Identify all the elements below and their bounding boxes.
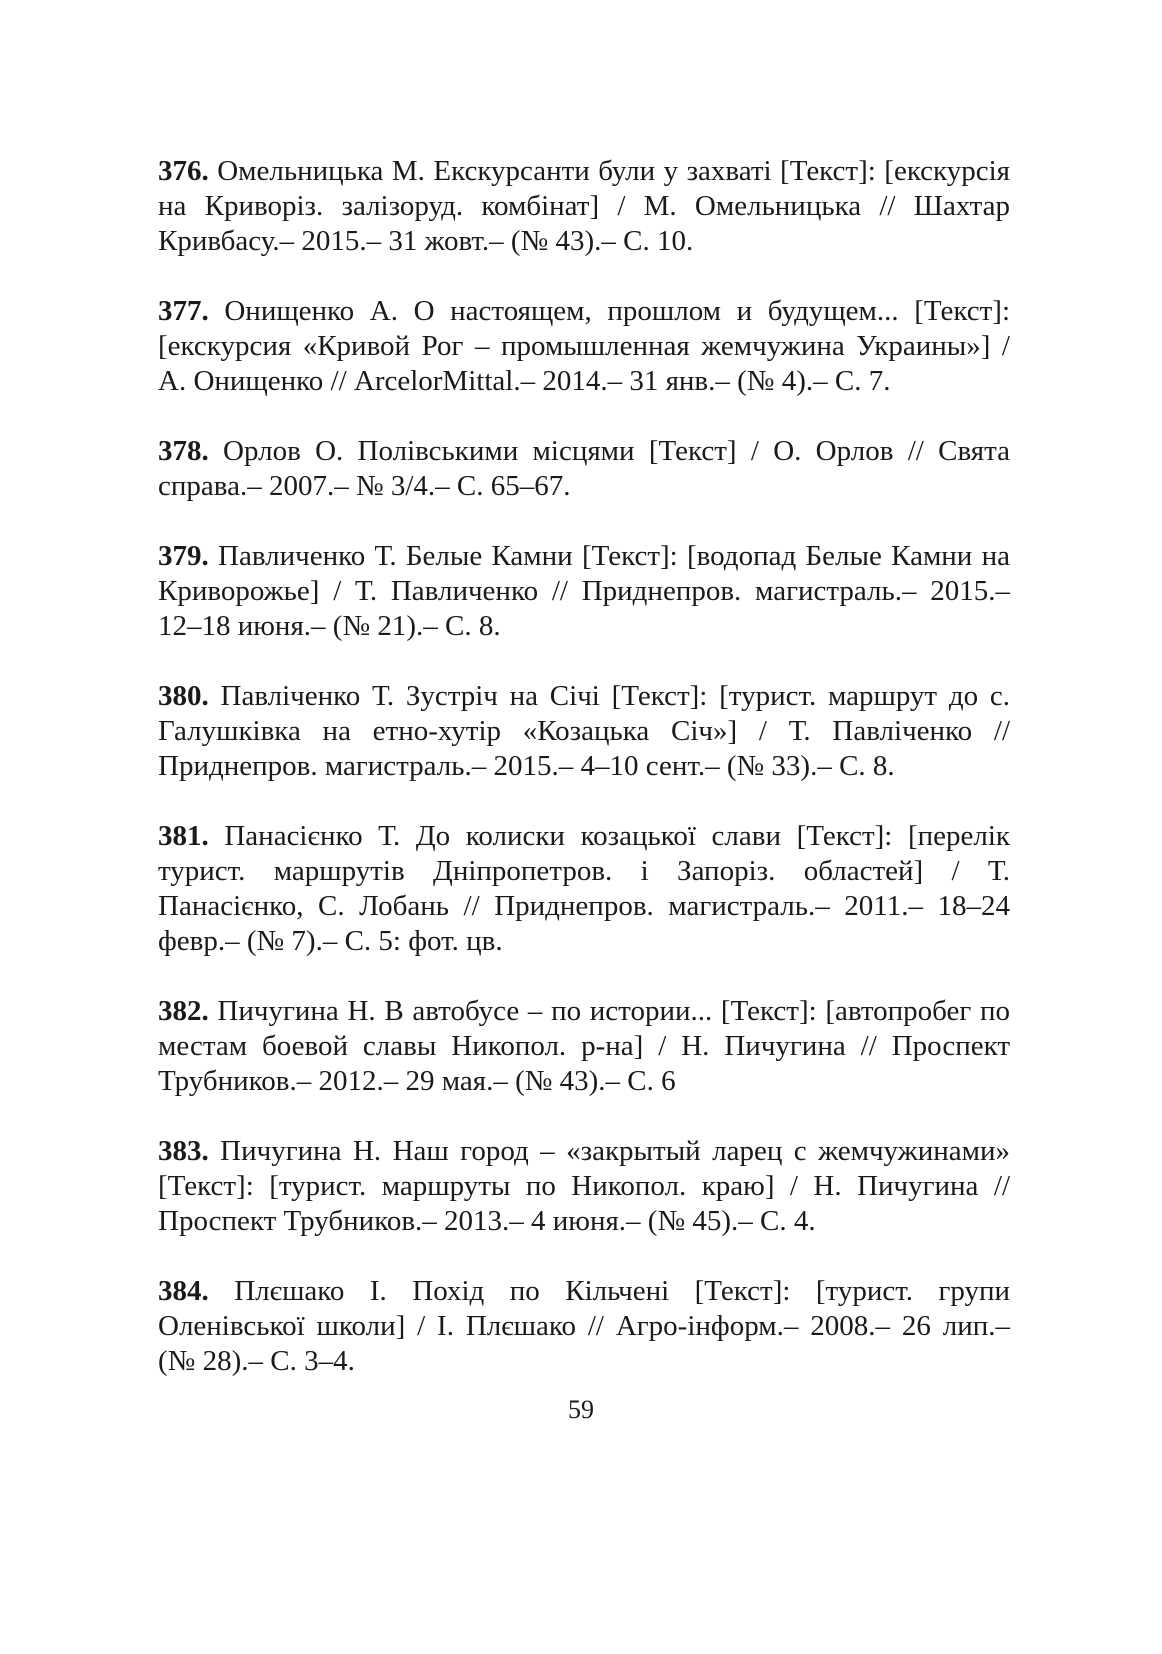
bibliography-entry [158,1134,1010,1239]
bibliography-entry [158,819,1010,959]
entry-text: Пичугина Н. Наш город – «закрытый ларец с жемчужинами» [Текст]: [турист. маршруты по Никопол. краю] / Н. Пичугина // Проспект Трубников.– 2013.– 4 июня.– (№ 45).– С. 4. [158,1135,1010,1237]
entry-number: 381. [158,820,209,852]
entry-text: Плєшако І. Похід по Кільчені [Текст]: [турист. групи Оленівської школи] / І. Плєшако // Агро-інформ.– 2008.– 26 лип.– (№ 28).– С. 3–4. [158,1275,1010,1377]
entry-number: 380. [158,680,209,712]
bibliography-entry [158,679,1010,784]
bibliography-entry [158,294,1010,399]
entry-text: Панасієнко Т. До колиски козацької слави [Текст]: [перелік турист. маршрутів Дніпропетров. і Запоріз. областей] / Т. Панасієнко, С. Лобань // Приднепров. магистраль.– 2011.– 18–24 февр.– (№ 7).– С. 5: фот. цв. [158,820,1010,957]
entry-text: Онищенко А. О настоящем, прошлом и будущем... [Текст]: [екскурсия «Кривой Рог – промышленная жемчужина Украины»] / А. Онищенко // ArcelorMittal.– 2014.– 31 янв.– (№ 4).– С. 7. [158,295,1010,397]
bibliography-entry [158,539,1010,644]
page-number: 59 [568,1395,594,1424]
entry-number: 384. [158,1275,209,1307]
bibliography-entry [158,154,1010,259]
entry-number: 376. [158,155,209,187]
entry-text: Пичугина Н. В автобусе – по истории... [Текст]: [автопробег по местам боевой славы Никопол. р-на] / Н. Пичугина // Проспект Трубников.– 2012.– 29 мая.– (№ 43).– С. 6 [158,995,1010,1097]
bibliography-list [158,154,1010,1414]
entry-text: Павліченко Т. Зустріч на Січі [Текст]: [турист. маршрут до с. Галушківка на етно-хутір «Козацька Січ»] / Т. Павліченко // Приднепров. магистраль.– 2015.– 4–10 сент.– (№ 33).– С. 8. [158,680,1010,782]
entry-number: 378. [158,435,209,467]
entry-number: 377. [158,295,209,327]
entry-text: Омельницька М. Екскурсанти були у захваті [Текст]: [екскурсія на Криворіз. залізоруд. комбінат] / М. Омельницька // Шахтар Кривбасу.– 2015.– 31 жовт.– (№ 43).– С. 10. [158,155,1010,257]
bibliography-entry [158,1274,1010,1379]
entry-number: 382. [158,995,209,1027]
entry-text: Орлов О. Полівськими місцями [Текст] / О. Орлов // Свята справа.– 2007.– № 3/4.– С. 65–67. [158,435,1010,502]
entry-text: Павличенко Т. Белые Камни [Текст]: [водопад Белые Камни на Криворожье] / Т. Павличенко // Приднепров. магистраль.– 2015.– 12–18 июня.– (№ 21).– С. 8. [158,540,1010,642]
entry-number: 379. [158,540,209,572]
bibliography-entry [158,434,1010,504]
entry-number: 383. [158,1135,209,1167]
bibliography-entry [158,994,1010,1099]
